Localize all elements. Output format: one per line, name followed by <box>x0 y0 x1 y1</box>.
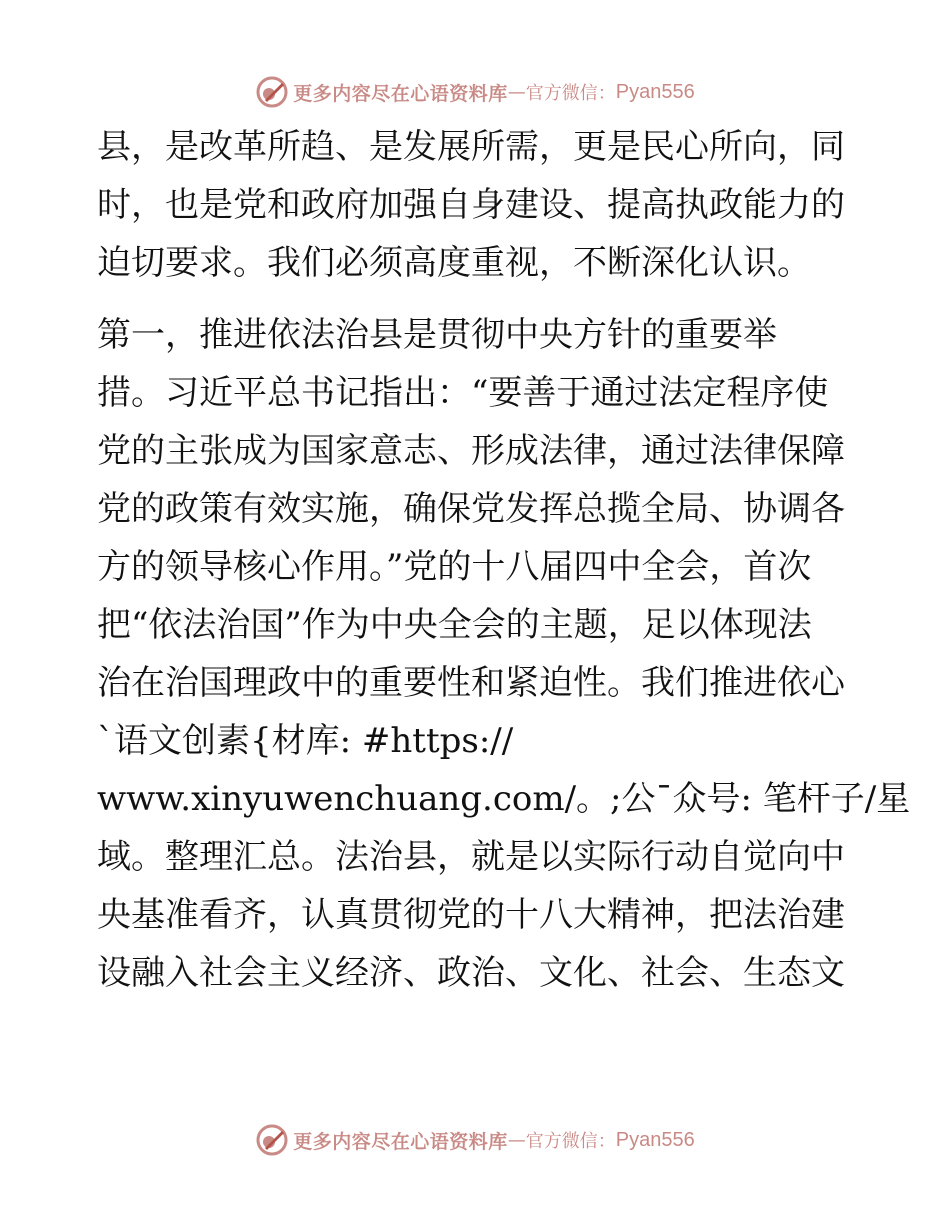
document-body <box>97 118 911 1002</box>
watermark-dash: — <box>507 81 526 103</box>
text-line: 迫切要求。我们必须高度重视，不断深化认识。 <box>97 243 811 283</box>
text-line: 时，也是党和政府加强自身建设、提高执政能力的 <box>97 185 845 225</box>
text-line: 央基准看齐，认真贯彻党的十八大精神，把法治建 <box>97 895 845 935</box>
text-line: `语文创素{材库: #https:// <box>97 721 514 761</box>
text-line: 第一，推进依法治县是贯彻中央方针的重要举 <box>97 315 777 355</box>
watermark-main-text: 更多内容尽在心语资料库 <box>293 82 508 105</box>
watermark-wechat-id: Pyan556 <box>615 80 695 103</box>
text-line: 措。习近平总书记指出：“要善于通过法定程序使 <box>97 373 829 413</box>
text-line: 党的政策有效实施，确保党发挥总揽全局、协调各 <box>97 489 845 529</box>
text-line: 设融入社会主义经济、政治、文化、社会、生态文 <box>97 953 845 993</box>
watermark-wechat-id: Pyan556 <box>615 1128 695 1151</box>
text-line: www.xinyuwenchuang.com/。;公¯众号: 笔杆子/星 <box>97 779 911 819</box>
text-line: 域。整理汇总。法治县，就是以实际行动自觉向中 <box>97 837 845 877</box>
pen-logo-icon <box>255 1123 289 1157</box>
header-watermark <box>0 72 950 112</box>
watermark-official-label: 官方微信： <box>525 83 616 104</box>
text-line: 县，是改革所趋、是发展所需，更是民心所向，同 <box>97 127 845 167</box>
watermark-main-text: 更多内容尽在心语资料库 <box>293 1130 508 1153</box>
paragraph-intro-continued <box>97 118 853 292</box>
text-line: 治在治国理政中的重要性和紧迫性。我们推进依心 <box>97 663 845 703</box>
paragraph-first-point <box>97 306 911 1002</box>
text-line: 方的领导核心作用。”党的十八届四中全会，首次 <box>97 547 812 587</box>
footer-watermark <box>0 1120 950 1160</box>
watermark-official-label: 官方微信： <box>525 1131 616 1152</box>
pen-logo-icon <box>255 75 289 109</box>
watermark-dash: — <box>507 1129 526 1151</box>
text-line: 党的主张成为国家意志、形成法律，通过法律保障 <box>97 431 845 471</box>
text-line: 把“依法治国”作为中央全会的主题，足以体现法 <box>97 605 812 645</box>
